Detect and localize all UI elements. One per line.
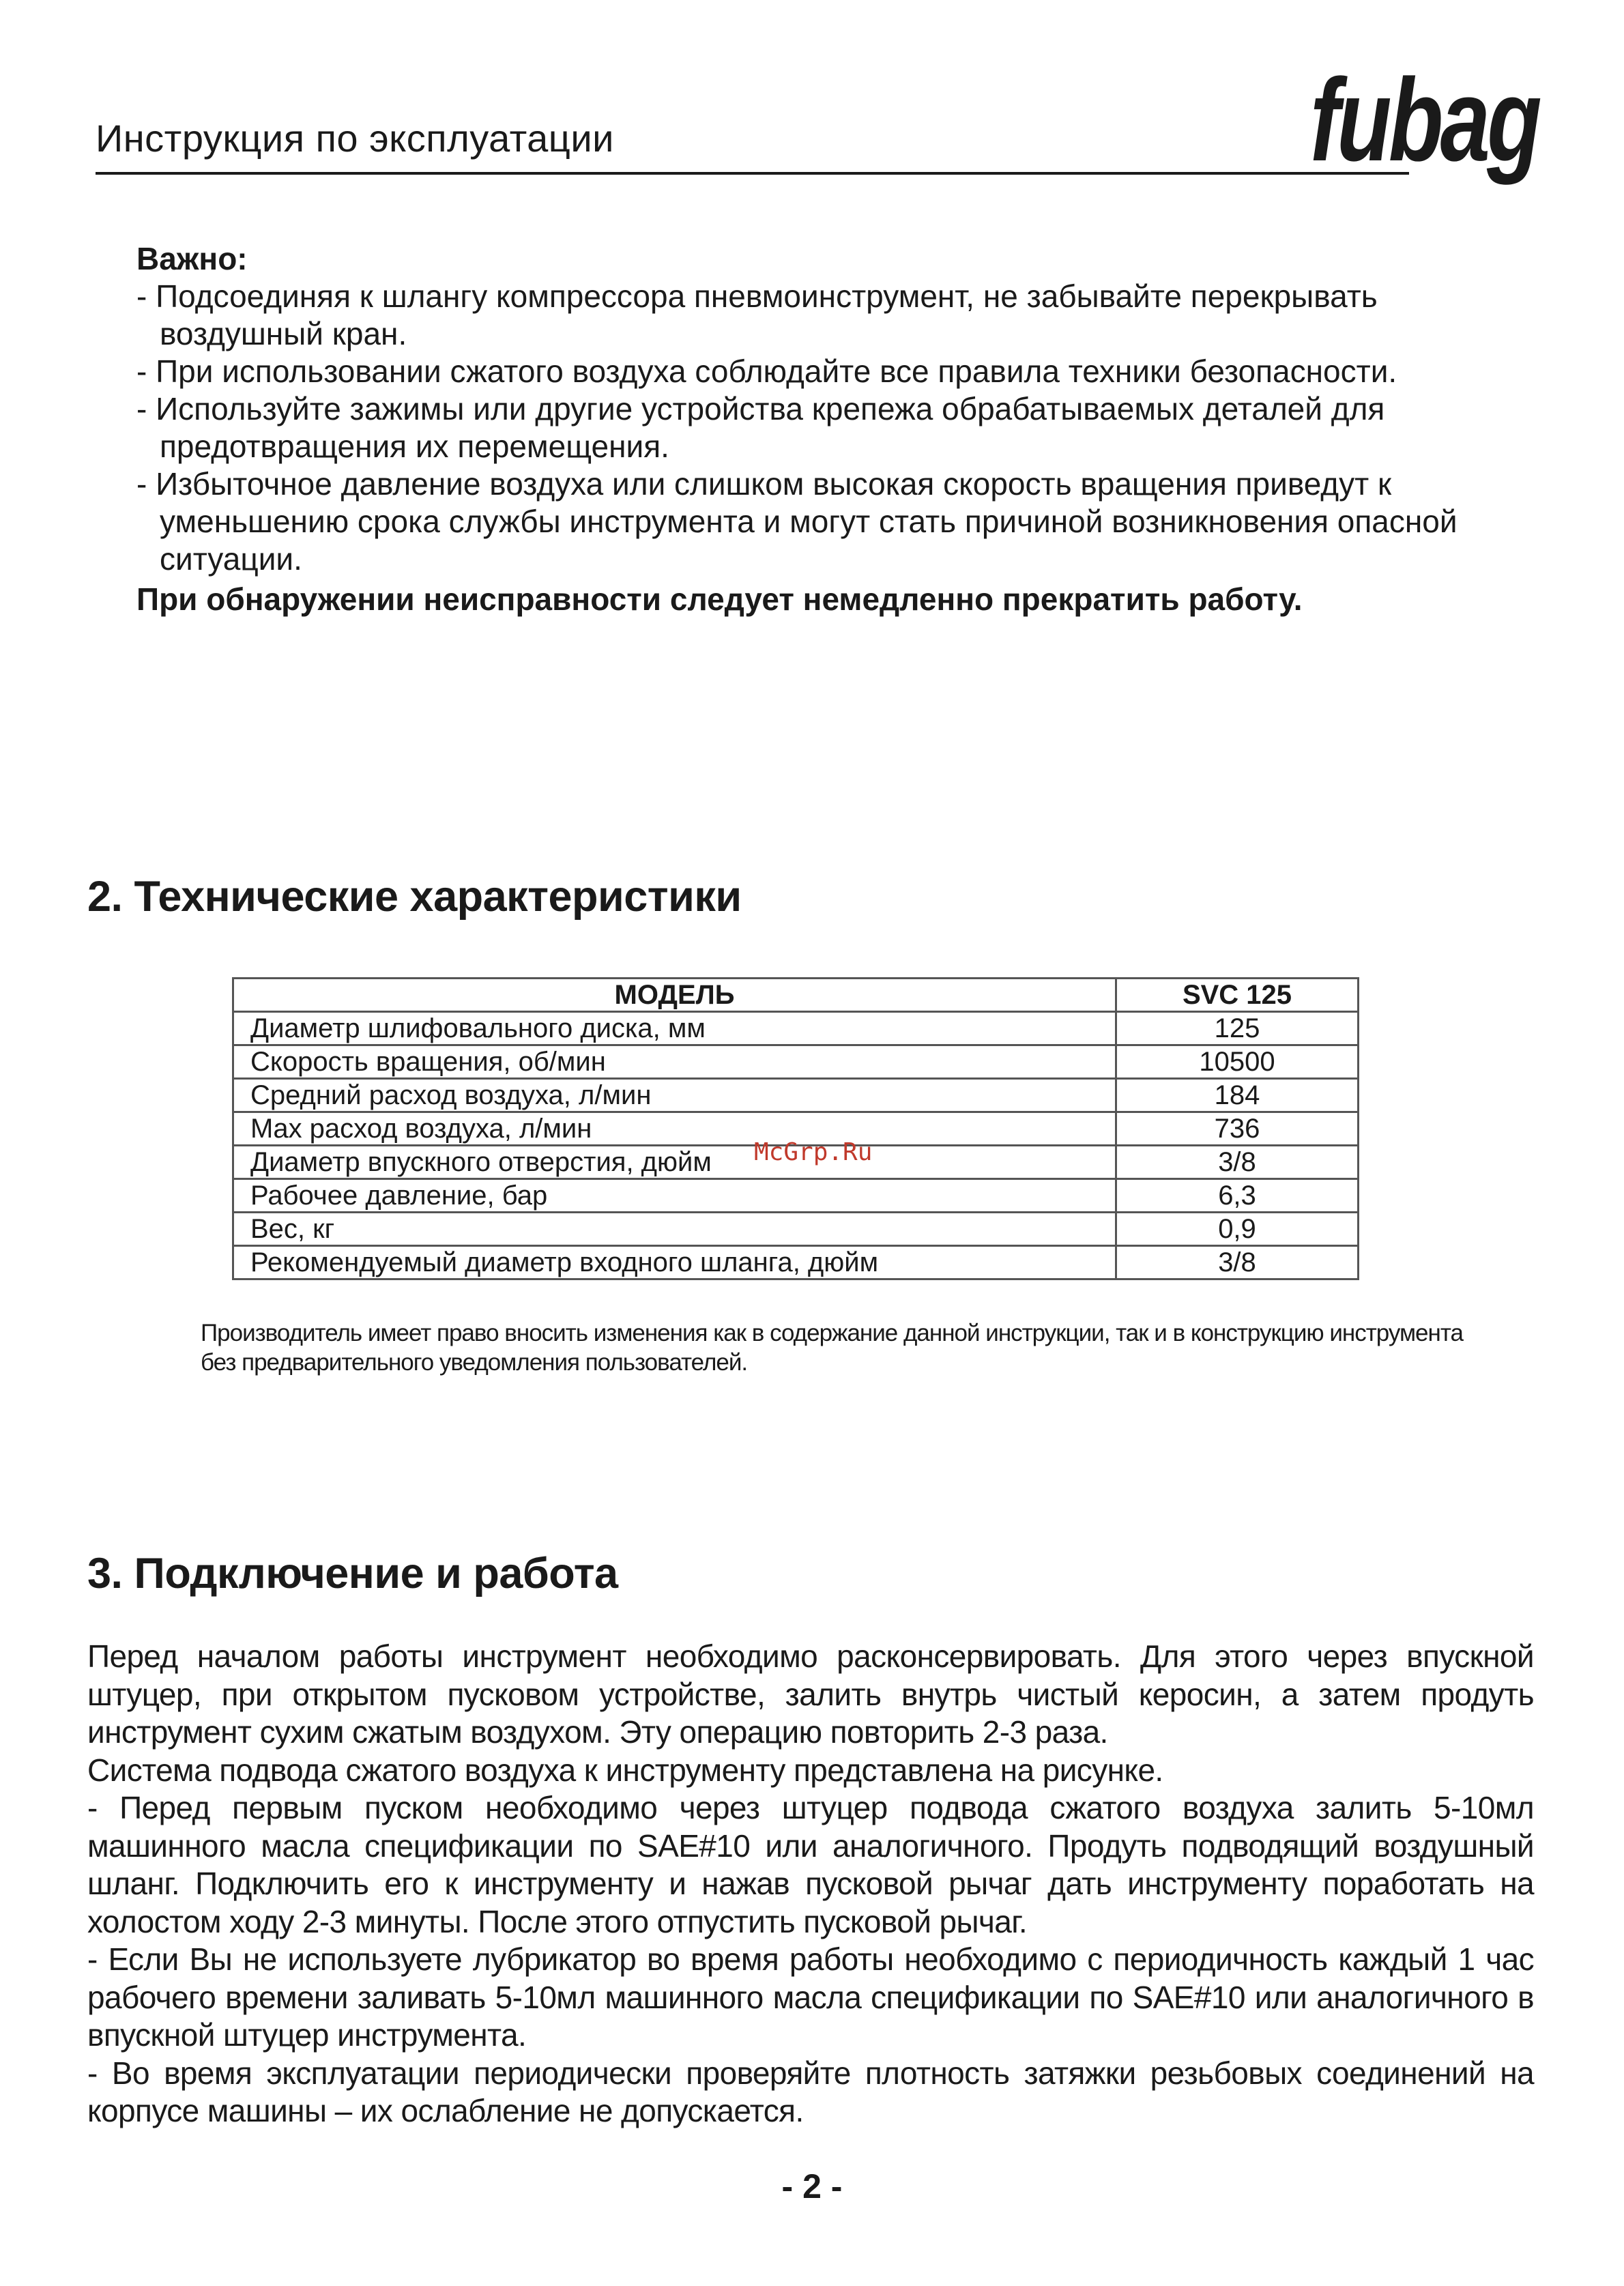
table-cell-value: 6,3	[1116, 1179, 1359, 1213]
table-header-row	[233, 979, 1359, 1012]
table-cell-value: 125	[1116, 1012, 1359, 1045]
table-cell-value: 0,9	[1116, 1213, 1359, 1246]
table-row	[233, 1012, 1359, 1045]
table-cell-value: 184	[1116, 1079, 1359, 1112]
table-cell-param: Рабочее давление, бар	[233, 1179, 1116, 1213]
paragraph: - Если Вы не используете лубрикатор во время работы необходимо с периодичность каждый 1 час рабочего времени заливать 5-10мл машинного масла спецификации по SAE#10 или аналогичного в впускной штуцер инструмента.	[87, 1941, 1534, 2053]
fubag-logo	[1310, 55, 1542, 191]
table-cell-param: Диаметр впускного отверстия, дюйм	[233, 1146, 1116, 1179]
table-cell-param: Средний расход воздуха, л/мин	[233, 1079, 1116, 1112]
logo-text: fubag	[1310, 55, 1541, 186]
header-rule	[96, 172, 1409, 175]
section-3-title: 3. Подключение и работа	[87, 1550, 618, 1597]
paragraph: - Во время эксплуатации периодически проверяйте плотность затяжки резьбовых соединений на корпусе машины – их ослабление не допускается.	[87, 2055, 1534, 2128]
important-heading: Важно:	[136, 241, 248, 276]
table-cell-param: Рекомендуемый диаметр входного шланга, дюйм	[233, 1246, 1116, 1279]
table-cell-value: 10500	[1116, 1045, 1359, 1079]
table-cell-value: 3/8	[1116, 1246, 1359, 1279]
table-cell-param: Max расход воздуха, л/мин	[233, 1112, 1116, 1146]
important-item: - При использовании сжатого воздуха соблюдайте все правила техники безопасности.	[136, 353, 1397, 389]
table-row	[233, 1213, 1359, 1246]
watermark: McGrp.Ru	[754, 1138, 873, 1166]
header-title: Инструкция по эксплуатации	[96, 117, 614, 160]
table-row	[233, 1079, 1359, 1112]
manufacturer-note: Производитель имеет право вносить изменения как в содержание данной инструкции, так и в конструкцию инструмента без предварительного уведомления пользователей.	[201, 1320, 1463, 1376]
important-block	[136, 240, 1528, 618]
important-item: - Подсоединяя к шлангу компрессора пневмоинструмент, не забывайте перекрывать воздушный кран.	[136, 278, 1378, 351]
table-cell-param: Диаметр шлифовального диска, мм	[233, 1012, 1116, 1045]
table-cell-param: Вес, кг	[233, 1213, 1116, 1246]
table-header-value: SVC 125	[1116, 979, 1359, 1012]
important-item: - Избыточное давление воздуха или слишком высокая скорость вращения приведут к уменьшению срока службы инструмента и могут стать причиной возникновения опасной ситуации.	[136, 466, 1458, 577]
table-cell-param: Скорость вращения, об/мин	[233, 1045, 1116, 1079]
table-row	[233, 1045, 1359, 1079]
specs-table	[232, 977, 1359, 1280]
section-2-title: 2. Технические характеристики	[87, 873, 742, 921]
paragraph: Перед началом работы инструмент необходимо расконсервировать. Для этого через впускной штуцер, при открытом пусковом устройстве, залить внутрь чистый керосин, а затем продуть инструмент сухим сжатым воздухом. Эту операцию повторить 2-3 раза.	[87, 1638, 1534, 1750]
paragraph: Система подвода сжатого воздуха к инструменту представлена на рисунке.	[87, 1752, 1163, 1788]
section-3-body	[87, 1638, 1534, 2130]
important-item: - Используйте зажимы или другие устройства крепежа обрабатываемых деталей для предотвращения их перемещения.	[136, 391, 1385, 464]
page-number: - 2 -	[781, 2167, 843, 2205]
table-cell-value: 3/8	[1116, 1146, 1359, 1179]
table-row	[233, 1179, 1359, 1213]
table-cell-value: 736	[1116, 1112, 1359, 1146]
paragraph: - Перед первым пуском необходимо через штуцер подвода сжатого воздуха залить 5-10мл машинного масла спецификации по SAE#10 или аналогичного. Продуть подводящий воздушный шланг. Подключить его к инструменту и нажав пусковой рычаг дать инструменту поработать на холостом ходу 2-3 минуты. После этого отпустить пусковой рычаг.	[87, 1790, 1534, 1939]
important-warning: При обнаружении неисправности следует немедленно прекратить работу.	[136, 581, 1303, 617]
table-header-model: МОДЕЛЬ	[233, 979, 1116, 1012]
table-row	[233, 1246, 1359, 1279]
